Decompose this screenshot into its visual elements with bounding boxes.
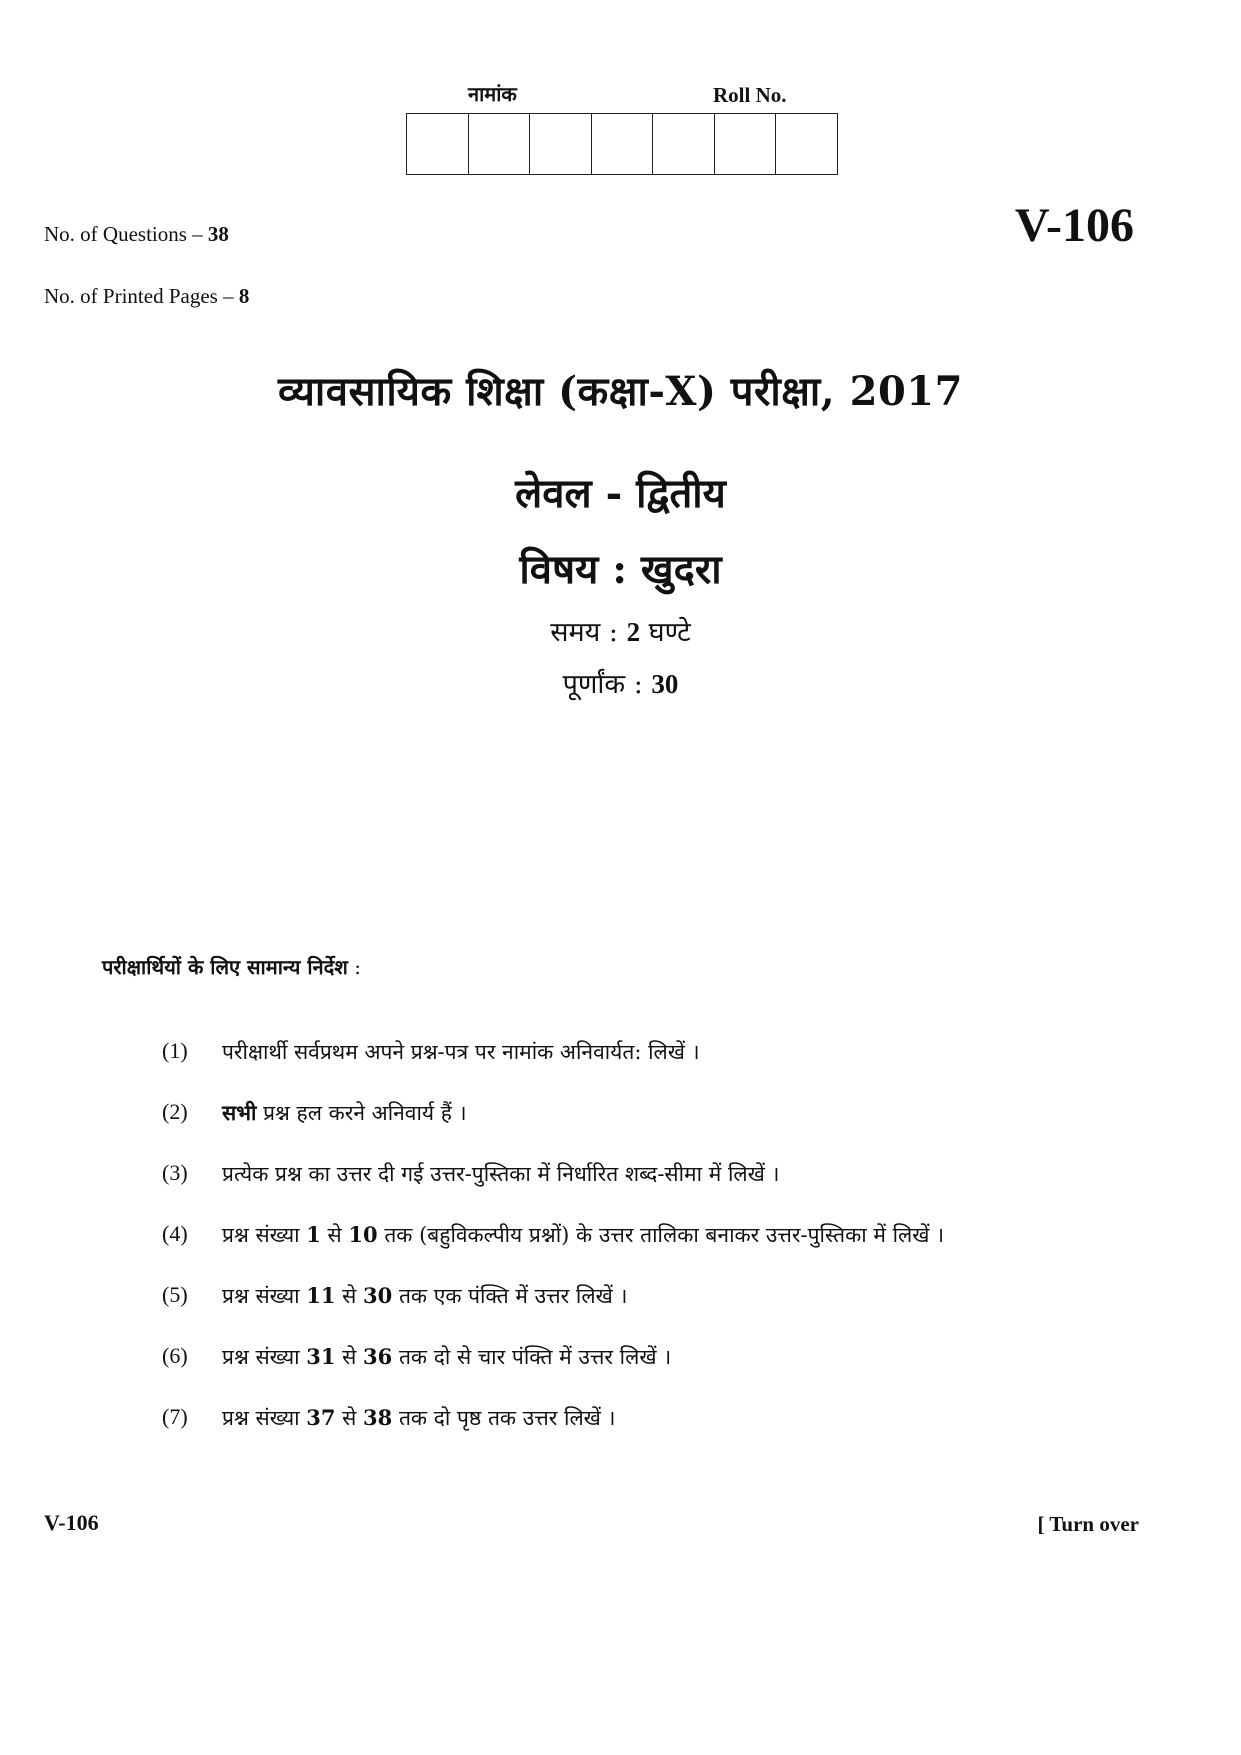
marks-value: 30	[651, 669, 679, 699]
footer-turn-over: [ Turn over	[1037, 1512, 1139, 1536]
instruction-fragment: परीक्षार्थी सर्वप्रथम अपने प्रश्न-पत्र पर नामांक अनिवार्यत: लिखें ।	[222, 1040, 700, 1064]
marks-label: पूर्णांक :	[562, 669, 652, 700]
instruction-fragment: से	[335, 1406, 364, 1430]
roll-number-box	[592, 114, 654, 174]
roll-number-box	[469, 114, 531, 174]
instruction-text	[222, 1160, 779, 1188]
instruction-text	[222, 1282, 627, 1310]
instruction-fragment: प्रश्न संख्या	[222, 1345, 307, 1369]
instruction-text	[222, 1404, 616, 1432]
instruction-emphasis: 36	[363, 1344, 393, 1369]
exam-subject: विषय : खुदरा	[519, 546, 722, 593]
instruction-text	[222, 1343, 671, 1371]
instruction-item	[0, 1221, 1241, 1261]
instruction-emphasis: सभी	[222, 1100, 257, 1125]
printed-pages-label: No. of Printed Pages –	[44, 284, 239, 308]
instruction-fragment: से	[335, 1345, 364, 1369]
instruction-fragment: प्रश्न संख्या	[222, 1406, 307, 1430]
exam-level: लेवल - द्वितीय	[515, 470, 726, 517]
instruction-fragment: प्रश्न संख्या	[222, 1223, 307, 1247]
instruction-fragment: तक दो पृष्ठ तक उत्तर लिखें ।	[392, 1406, 616, 1430]
roll-number-boxes	[406, 113, 838, 175]
instruction-fragment: तक (बहुविकल्पीय प्रश्नों) के उत्तर तालिका बनाकर उत्तर-पुस्तिका में लिखें ।	[377, 1223, 945, 1247]
printed-pages-value: 8	[238, 284, 250, 308]
roll-label-english: Roll No.	[713, 83, 787, 107]
question-count	[44, 222, 229, 247]
roll-number-box	[530, 114, 592, 174]
instruction-item	[0, 1404, 1241, 1444]
instructions-heading-colon: :	[347, 955, 361, 979]
instruction-fragment: प्रश्न हल करने अनिवार्य हैं ।	[256, 1101, 467, 1125]
instruction-emphasis: 31	[306, 1344, 336, 1369]
printed-pages-count	[44, 284, 249, 309]
instruction-text	[222, 1038, 700, 1066]
instruction-number: (3)	[162, 1160, 188, 1185]
time-unit: घण्टे	[640, 617, 691, 648]
paper-code: V-106	[1014, 199, 1134, 252]
instruction-emphasis: 37	[306, 1405, 336, 1430]
instruction-number: (2)	[162, 1099, 188, 1124]
instruction-number: (4)	[162, 1221, 188, 1246]
exam-title: व्यावसायिक शिक्षा (कक्षा-X) परीक्षा, 2017	[278, 368, 963, 415]
instruction-number: (5)	[162, 1282, 188, 1307]
roll-number-box	[653, 114, 715, 174]
question-count-value: 38	[207, 222, 229, 246]
instruction-text	[222, 1099, 467, 1127]
instruction-fragment: तक एक पंक्ति में उत्तर लिखें ।	[392, 1284, 628, 1308]
roll-number-box	[715, 114, 777, 174]
instruction-number: (7)	[162, 1404, 188, 1429]
roll-number-box	[407, 114, 469, 174]
instructions-heading-text: परीक्षार्थियों के लिए सामान्य निर्देश	[102, 955, 348, 979]
instruction-item	[0, 1282, 1241, 1322]
question-count-label: No. of Questions –	[44, 222, 208, 246]
instruction-item	[0, 1099, 1241, 1139]
instructions-heading	[102, 953, 361, 980]
instruction-fragment: तक दो से चार पंक्ति में उत्तर लिखें ।	[392, 1345, 672, 1369]
time-value: 2	[626, 617, 641, 647]
instruction-number: (6)	[162, 1343, 188, 1368]
instruction-item	[0, 1038, 1241, 1078]
instruction-emphasis: 30	[363, 1283, 393, 1308]
roll-label-hindi: नामांक	[468, 82, 517, 106]
instruction-emphasis: 38	[363, 1405, 393, 1430]
exam-time	[0, 612, 1241, 649]
instruction-fragment: प्रश्न संख्या	[222, 1284, 307, 1308]
time-label: समय :	[550, 617, 627, 648]
instruction-emphasis: 10	[348, 1222, 378, 1247]
footer-paper-code: V-106	[44, 1510, 99, 1535]
instruction-text	[222, 1221, 944, 1249]
instruction-fragment: प्रत्येक प्रश्न का उत्तर दी गई उत्तर-पुस्तिका में निर्धारित शब्द-सीमा में लिखें ।	[222, 1162, 780, 1186]
instruction-item	[0, 1160, 1241, 1200]
instruction-item	[0, 1343, 1241, 1383]
exam-marks	[0, 664, 1241, 701]
instruction-fragment: से	[320, 1223, 349, 1247]
instruction-number: (1)	[162, 1038, 188, 1063]
instruction-emphasis: 1	[306, 1222, 321, 1247]
instruction-emphasis: 11	[306, 1283, 336, 1308]
instruction-fragment: से	[335, 1284, 364, 1308]
roll-number-box	[776, 114, 837, 174]
